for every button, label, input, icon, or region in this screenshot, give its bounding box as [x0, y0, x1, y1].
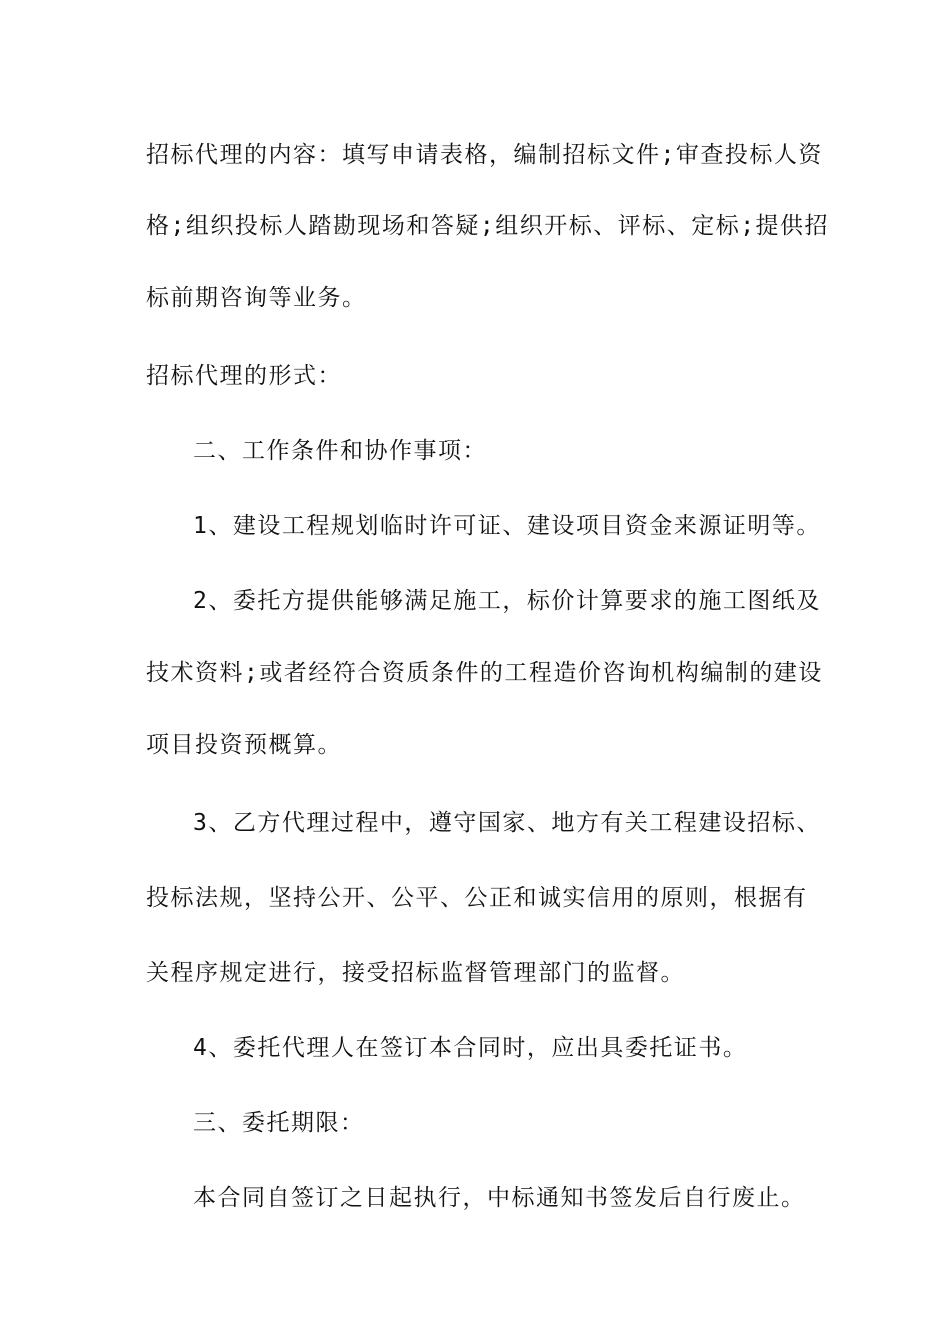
text-line-2: 格;组织投标人踏勘现场和答疑;组织开标、评标、定标;提供招 [146, 213, 830, 239]
section-heading-3: 三、委托期限： [193, 1110, 365, 1136]
text-line-3: 标前期咨询等业务。 [146, 285, 367, 311]
text-line-7: 2、委托方提供能够满足施工，标价计算要求的施工图纸及 [193, 588, 821, 614]
text-line-10: 3、乙方代理过程中，遵守国家、地方有关工程建设招标、 [193, 810, 821, 836]
text-line-15: 本合同自签订之日起执行，中标通知书签发后自行废止。 [193, 1185, 806, 1211]
text-line-11: 投标法规，坚持公开、公平、公正和诚实信用的原则，根据有 [146, 885, 808, 911]
section-heading-2: 二、工作条件和协作事项： [193, 438, 487, 464]
text-line-6: 1、建设工程规划临时许可证、建设项目资金来源证明等。 [193, 513, 821, 539]
text-line-4: 招标代理的形式： [146, 363, 342, 389]
text-line-13: 4、委托代理人在签订本合同时，应出具委托证书。 [193, 1035, 748, 1061]
text-line-12: 关程序规定进行，接受招标监督管理部门的监督。 [146, 960, 685, 986]
text-line-9: 项目投资预概算。 [146, 732, 342, 758]
text-line-8: 技术资料;或者经符合资质条件的工程造价咨询机构编制的建设 [146, 660, 823, 686]
text-line-1: 招标代理的内容：填写申请表格，编制招标文件;审查投标人资 [146, 142, 823, 168]
